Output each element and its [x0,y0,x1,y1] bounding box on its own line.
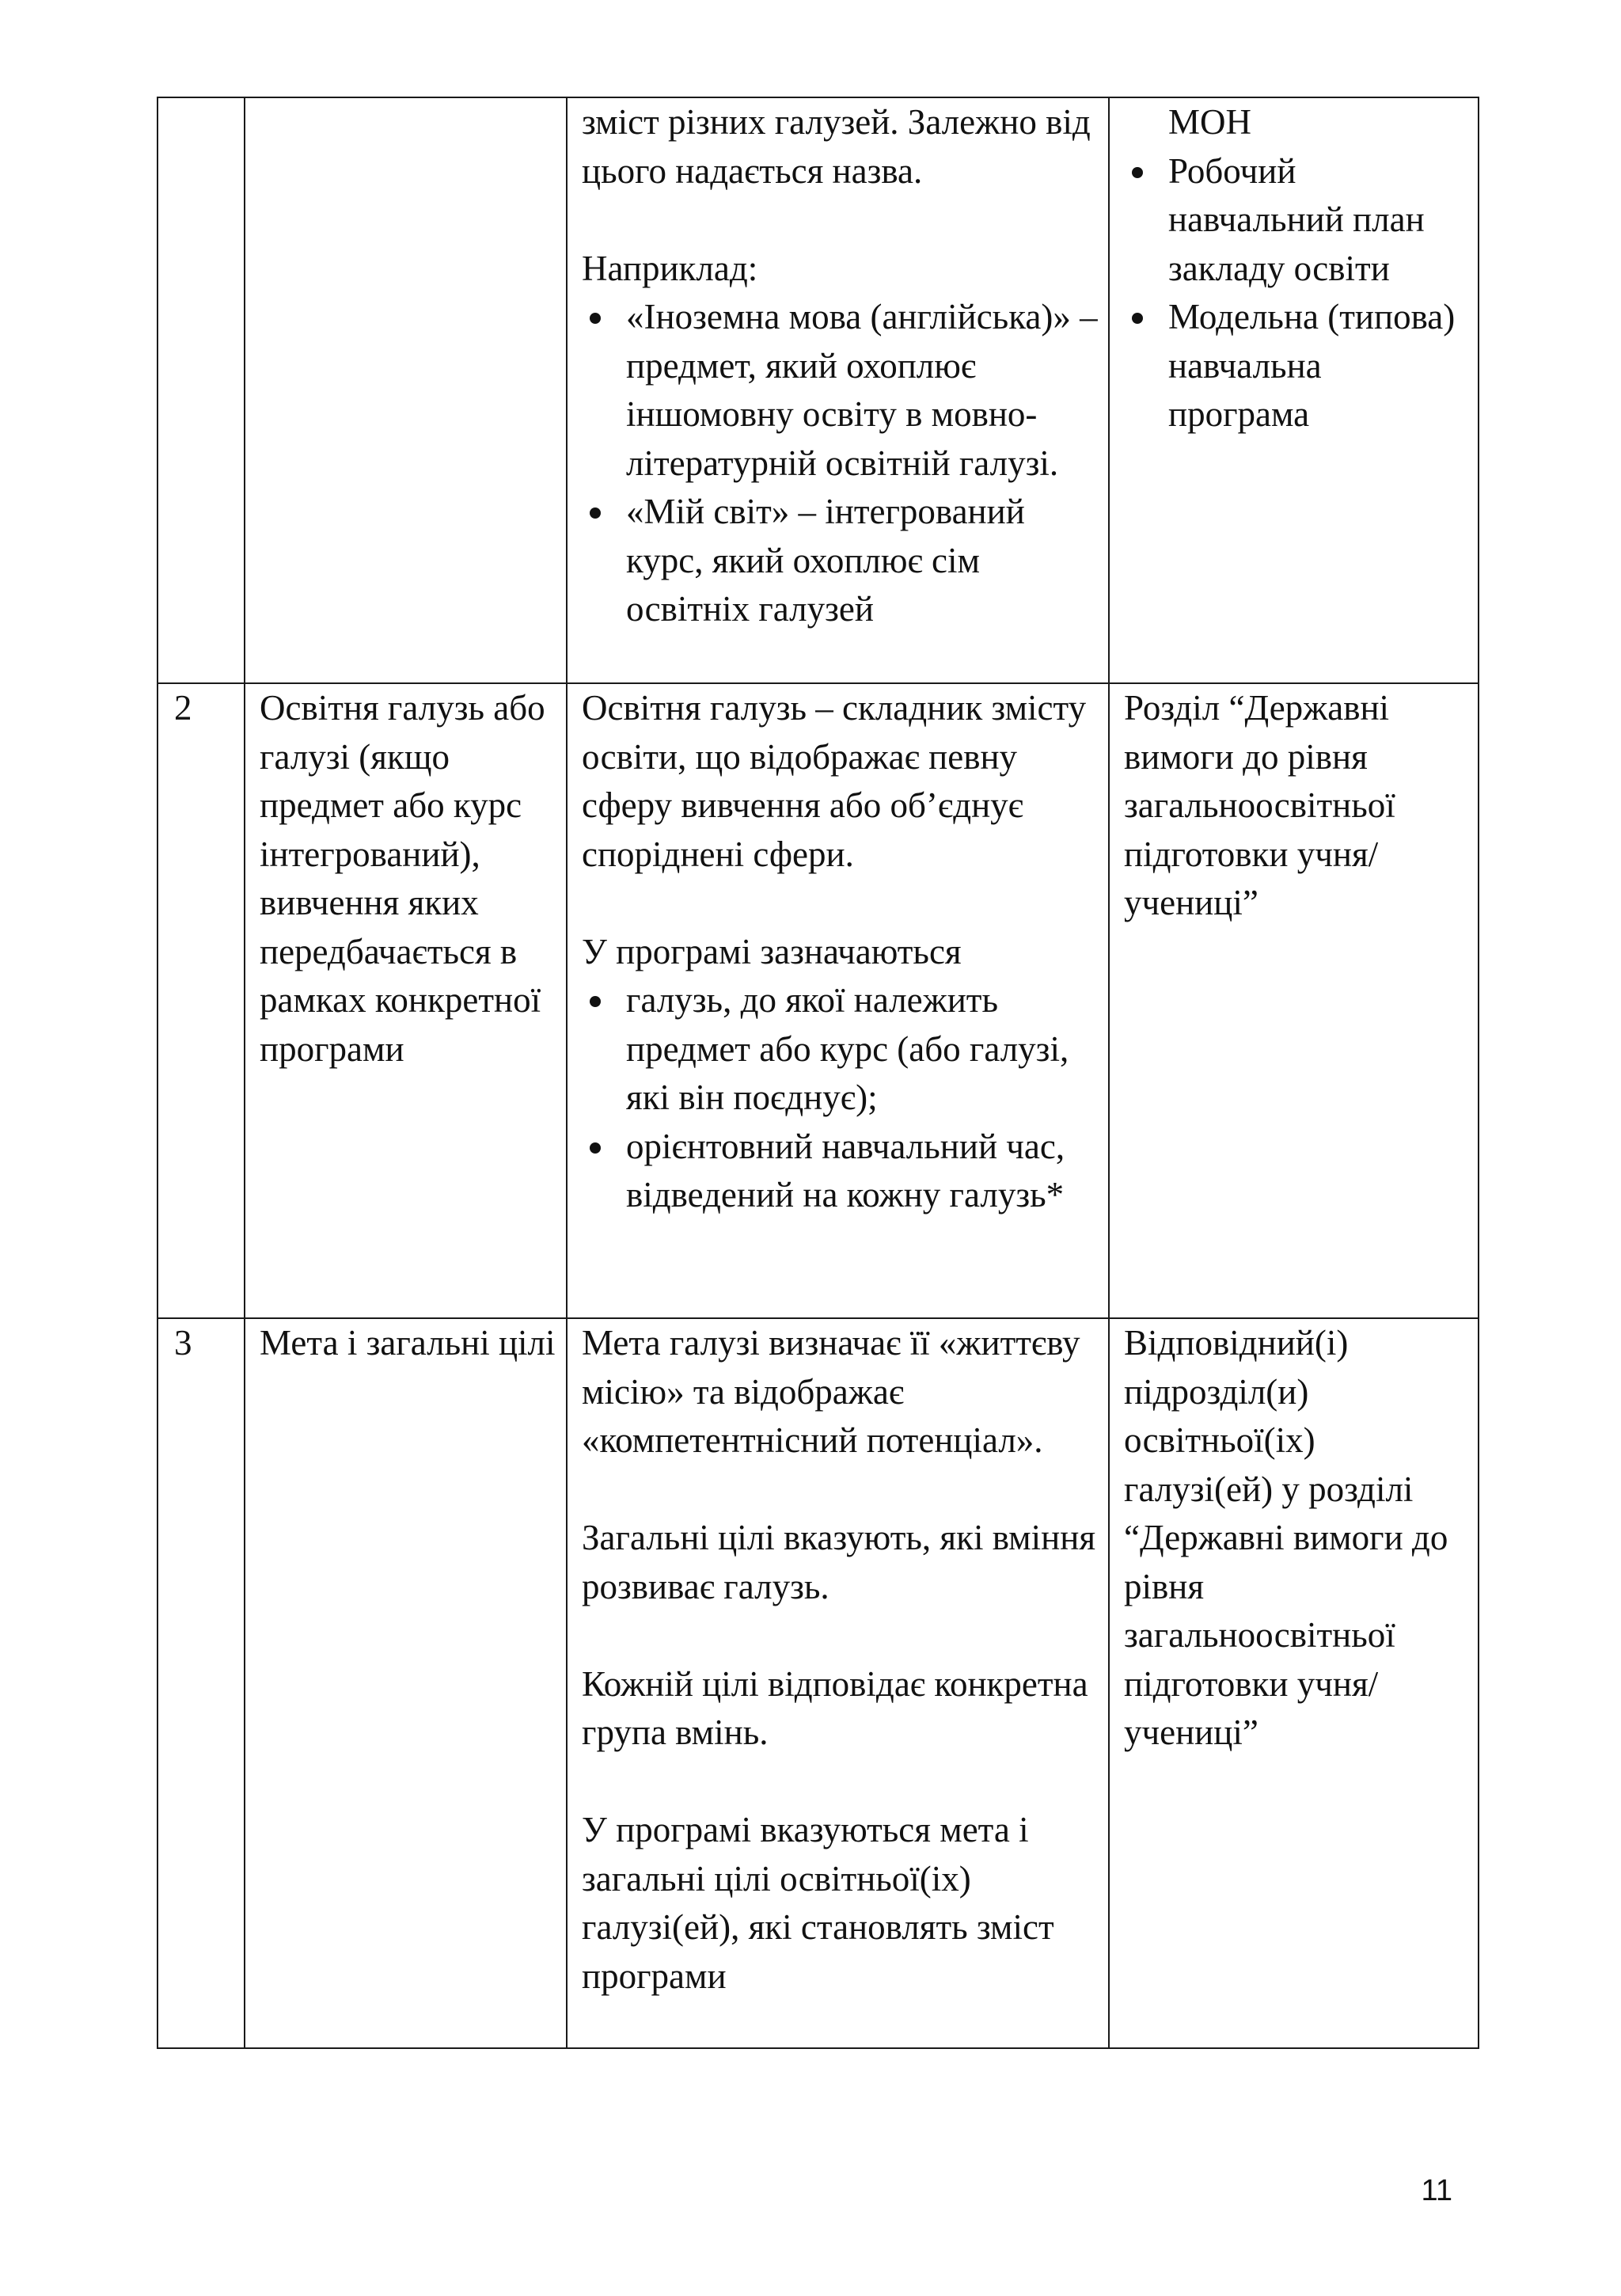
row-description-cell [567,97,1109,683]
list-item [1124,147,1468,294]
table-row [158,683,1479,1318]
page-number: 11 [1421,2174,1452,2207]
description-paragraph: Загальні цілі вказують, які вміння розвиває галузь. [582,1518,1096,1606]
list-item [582,293,1099,488]
description-paragraph: Мета галузі визначає її «життєву місію» та відображає «компетентнісний потенціал». [582,1323,1080,1460]
row-number-cell [158,97,245,683]
row-source-cell [1109,97,1479,683]
list-item-text: Робочий навчальний план закладу освіти [1168,150,1425,288]
description-paragraph: У програмі зазначаються [582,931,962,971]
bullet-icon [590,996,601,1007]
description-paragraph: Наприклад: [582,248,758,288]
list-item-text: галузь, до якої належить предмет або курс (або галузі, які він поєднує); [626,980,1069,1117]
row-number-cell: 3 [158,1318,245,2048]
row-source-cell: Розділ “Державні вимоги до рівня загальноосвітньої підготовки учня/ учениці” [1109,683,1479,1318]
list-item [582,1123,1099,1220]
table-row [158,1318,1479,2048]
source-bullet-list [1124,98,1468,439]
row-description-cell [567,683,1109,1318]
requirements-table [157,97,1479,2049]
list-item-text: «Мій світ» – інтегрований курс, який охоплює сім освітніх галузей [626,492,1025,629]
row-source-cell: Відповідний(і) підрозділ(и) освітньої(іх) галузі(ей) у розділі “Державні вимоги до рівня загальноосвітньої підготовки учня/ учениці” [1109,1318,1479,2048]
description-paragraph: Кожній цілі відповідає конкретна група вмінь. [582,1663,1088,1752]
list-item-text: «Іноземна мова (англійська)» – предмет, який охоплює іншомовну освіту в мовно-літературній освітній галузі. [626,297,1098,483]
bullet-icon [1132,313,1143,324]
list-item-text: орієнтовний навчальний час, відведений на кожну галузь* [626,1126,1065,1215]
table-row [158,97,1479,683]
list-item-continuation [1124,98,1468,147]
row-name-cell: Мета і загальні цілі [245,1318,567,2048]
list-item [582,976,1099,1123]
bullet-icon [590,313,601,324]
bullet-icon [590,1142,601,1154]
list-item [1124,293,1468,439]
bullet-icon [590,507,601,519]
row-name-cell [245,97,567,683]
description-paragraph: Освітня галузь – складник змісту освіти, що відображає певну сферу вивчення або об’єднує споріднені сфери. [582,688,1087,874]
description-bullet-list [582,976,1099,1220]
row-name-cell: Освітня галузь або галузі (якщо предмет або курс інтегрований), вивчення яких передбачається в рамках конкретної програми [245,683,567,1318]
row-description-cell [567,1318,1109,2048]
list-item-text: Модельна (типова) навчальна програма [1168,297,1456,434]
description-bullet-list [582,293,1099,634]
row-number-cell: 2 [158,683,245,1318]
list-item-text: МОН [1168,102,1252,142]
list-item [582,488,1099,634]
bullet-icon [1132,167,1143,178]
description-paragraph: зміст різних галузей. Залежно від цього надається назва. [582,102,1091,191]
description-paragraph: У програмі вказуються мета і загальні цілі освітньої(іх) галузі(ей), які становлять зміст програми [582,1810,1054,1996]
